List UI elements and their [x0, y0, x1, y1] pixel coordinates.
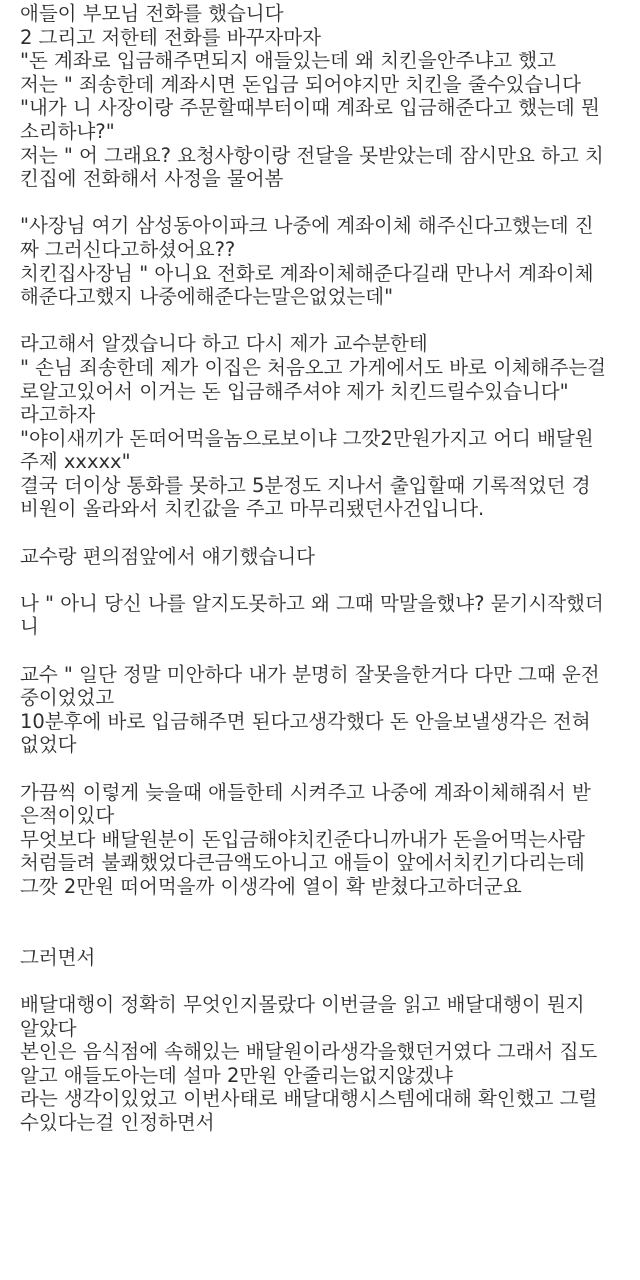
text-line: 10분후에 바로 입금해주면 된다고생각했다 돈 안을보낼생각은 전혀	[20, 709, 591, 733]
text-line: "야이새끼가 돈떠어먹을놈으로보이냐 그깟2만원가지고 어디 배달원	[20, 426, 594, 450]
text-line: 라는 생각이있었고 이번사태로 배달대행시스템에대해 확인했고 그럴	[20, 1087, 598, 1111]
text-line: 알았다	[20, 1016, 77, 1040]
text-line: 2 그리고 저한테 전화를 바꾸자마자	[20, 25, 321, 49]
text-line: 가끔씩 이렇게 늦을때 애들한테 시켜주고 나중에 계좌이체해줘서 받	[20, 780, 591, 804]
text-line	[20, 639, 626, 663]
text-line	[20, 757, 626, 781]
text-line: 비원이 올라와서 치킨값을 주고 마무리됐던사건입니다.	[20, 497, 485, 521]
text-line	[20, 191, 626, 215]
text-line: 짜 그러신다고하셨어요??	[20, 237, 236, 261]
text-line: 그깟 2만원 떠어먹을까 이생각에 열이 확 받쳤다고하더군요	[20, 874, 522, 898]
text-line: 저는 " 어 그래요? 요청사항이랑 전달을 못받았는데 잠시만요 하고 치	[20, 143, 604, 167]
text-line	[20, 969, 626, 993]
text-line: 나 " 아니 당신 나를 알지도못하고 왜 그때 막말을했냐? 묻기시작했더	[20, 591, 604, 615]
text-line: 그러면서	[20, 945, 96, 969]
text-line: 은적이있다	[20, 804, 115, 828]
text-line: 배달대행이 정확히 무엇인지몰랐다 이번글을 읽고 배달대행이 뭔지	[20, 992, 585, 1016]
text-line: 저는 " 죄송한데 계좌시면 돈입금 되어야지만 치킨을 줄수있습니다	[20, 72, 581, 96]
text-line: 주제 xxxxx"	[20, 450, 131, 474]
text-line: 본인은 음식점에 속해있는 배달원이라생각을했던거였다 그래서 집도	[20, 1040, 598, 1064]
text-line: 니	[20, 615, 39, 639]
text-line: 없었다	[20, 733, 77, 757]
text-line: 애들이 부모님 전화를 했습니다	[20, 2, 284, 25]
text-line: "내가 니 사장이랑 주문할때부터이때 계좌로 입금해준다고 했는데 뭔	[20, 96, 600, 120]
text-line: 해준다고했지 나중에해준다는말은없었는데"	[20, 285, 394, 309]
text-line: 소리하냐?"	[20, 119, 115, 143]
text-line: "돈 계좌로 입금해주면되지 애들있는데 왜 치킨을안주냐고 했고	[20, 49, 556, 73]
text-line: 수있다는걸 인정하면서	[20, 1110, 215, 1134]
text-line: 라고해서 알겠습니다 하고 다시 제가 교수분한테	[20, 332, 428, 356]
text-line: "사장님 여기 삼성동아이파크 나중에 계좌이체 해주신다고했는데 진	[20, 214, 594, 238]
text-line	[20, 922, 626, 946]
text-line	[20, 899, 626, 923]
text-line: 치킨집사장님 " 아니요 전화로 계좌이체해준다길래 만나서 계좌이체	[20, 261, 594, 285]
text-line: 라고하자	[20, 403, 96, 427]
text-line: 무엇보다 배달원분이 돈입금해야치킨준다니까내가 돈을어먹는사람	[20, 827, 585, 851]
text-line: 알고 애들도아는데 설마 2만원 안줄리는없지않겠냐	[20, 1063, 453, 1087]
text-line	[20, 309, 626, 333]
text-line: " 손님 죄송한데 제가 이집은 처음오고 가게에서도 바로 이체해주는걸	[20, 355, 606, 379]
text-line	[20, 568, 626, 592]
text-line: 중이었었고	[20, 686, 115, 710]
text-line: 결국 더이상 통화를 못하고 5분정도 지나서 출입할때 기록적었던 경	[20, 473, 591, 497]
text-line: 로알고있어서 이거는 돈 입금해주셔야 제가 치킨드릴수있습니다"	[20, 379, 569, 403]
text-line: 처럼들려 불쾌했었다큰금액도아니고 애들이 앞에서치킨기다리는데	[20, 851, 585, 875]
text-line	[20, 521, 626, 545]
text-line: 교수랑 편의점앞에서 얘기했습니다	[20, 544, 315, 568]
text-line: 교수 " 일단 정말 미안하다 내가 분명히 잘못을한거다 다만 그때 운전	[20, 662, 600, 686]
text-line: 킨집에 전화해서 사정을 물어봄	[20, 167, 284, 191]
